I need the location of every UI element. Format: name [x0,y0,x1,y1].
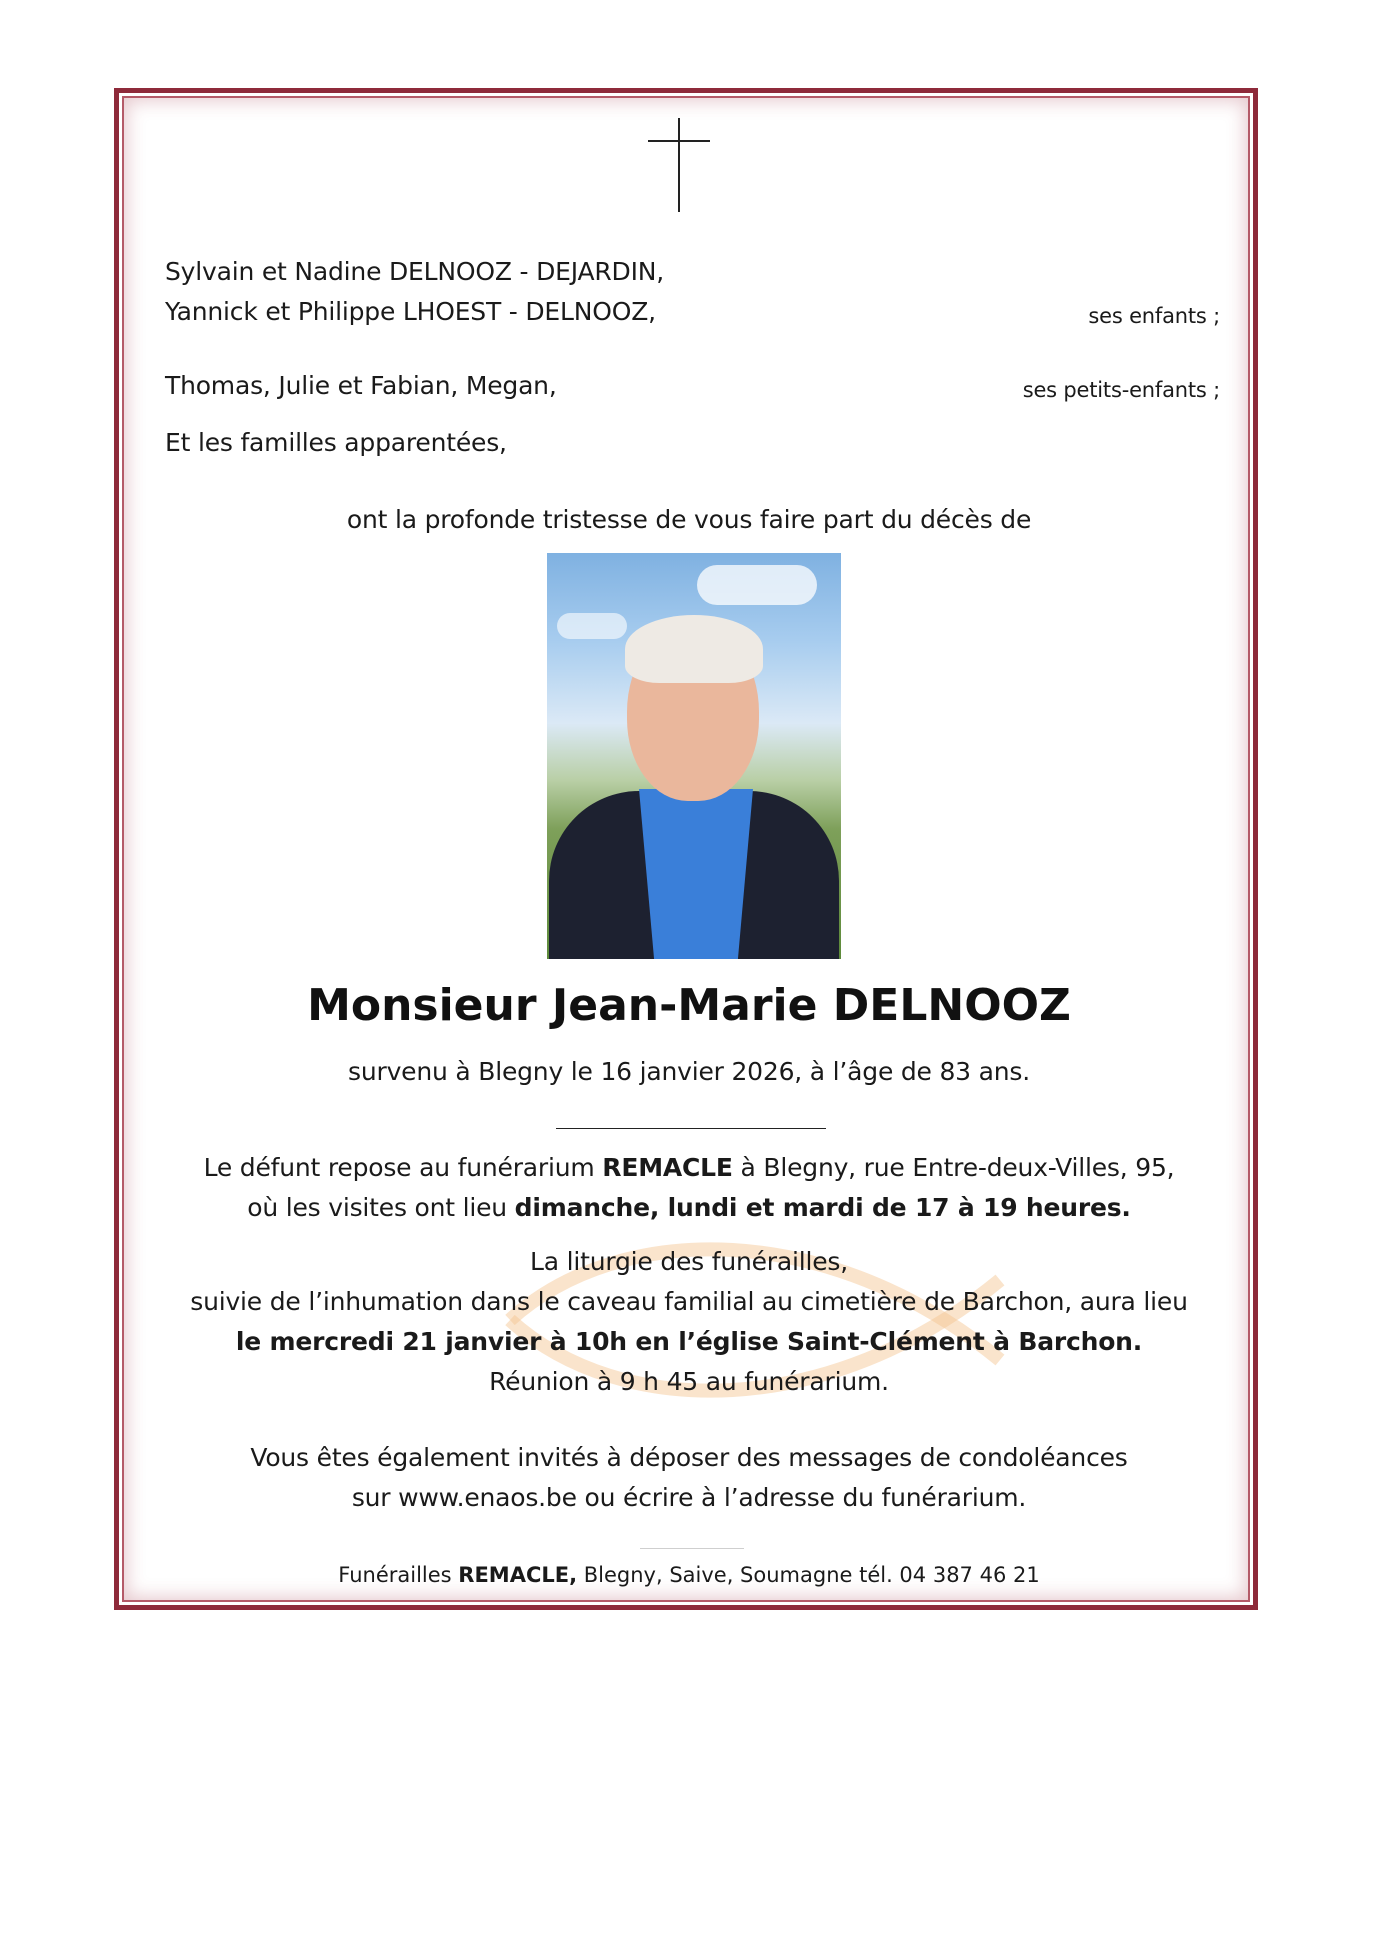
death-details: survenu à Blegny le 16 janvier 2026, à l’âge de 83 ans. [348,1057,1030,1086]
grandchildren-label: ses petits-enfants ; [1022,378,1220,402]
funeral-line-4: Réunion à 9 h 45 au funérarium. [489,1367,889,1396]
visitation-line-1: Le défunt repose au funérarium REMACLE à Blegny, rue Entre-deux-Villes, 95, [203,1153,1175,1182]
condolences-line-2: sur www.enaos.be ou écrire à l’adresse du funérarium. [351,1483,1027,1512]
announcement-text: ont la profonde tristesse de vous faire part du décès de [346,505,1032,534]
grandchildren-line: Thomas, Julie et Fabian, Megan, [165,371,557,400]
children-line-2: Yannick et Philippe LHOEST - DELNOOZ, [165,297,656,326]
deceased-photo [547,553,841,959]
children-label: ses enfants ; [1088,304,1220,328]
funeral-line-3: le mercredi 21 janvier à 10h en l’église Saint-Clément à Barchon. [235,1327,1143,1356]
visitation-line-2: où les visites ont lieu dimanche, lundi et mardi de 17 à 19 heures. [247,1193,1131,1222]
condolences-line-1: Vous êtes également invités à déposer des messages de condoléances [250,1443,1128,1472]
divider-line [556,1128,826,1129]
funeral-line-1: La liturgie des funérailles, [530,1247,848,1276]
deceased-name: Monsieur Jean-Marie DELNOOZ [307,980,1071,1031]
footer-text: Funérailles REMACLE, Blegny, Saive, Soumagne tél. 04 387 46 21 [338,1563,1040,1587]
footer-divider [640,1548,744,1549]
relatives-line: Et les familles apparentées, [165,428,507,457]
funeral-line-2: suivie de l’inhumation dans le caveau familial au cimetière de Barchon, aura lieu [190,1287,1188,1316]
children-line-1: Sylvain et Nadine DELNOOZ - DEJARDIN, [165,257,664,286]
